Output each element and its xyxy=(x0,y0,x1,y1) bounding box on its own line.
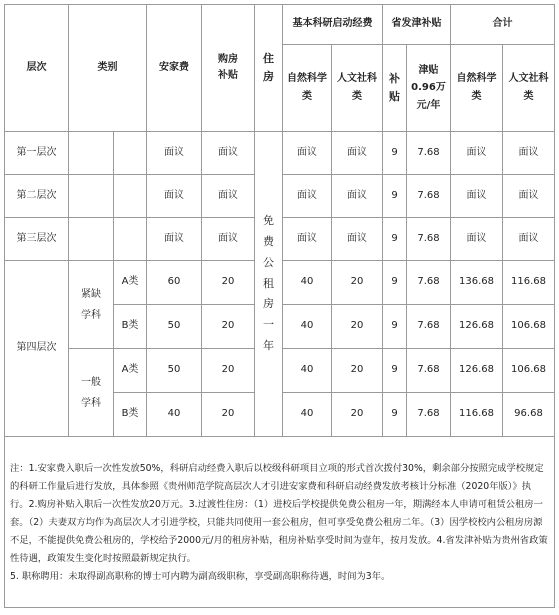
row-total-natural: 面议 xyxy=(451,132,503,175)
row-purchase: 20 xyxy=(202,261,255,305)
row-allowance: 7.68 xyxy=(407,132,451,175)
header-allowance: 津贴 0.96万元/年 xyxy=(407,45,451,132)
header-settle-fee: 安家费 xyxy=(147,5,202,132)
notes-block xyxy=(5,454,554,591)
row-settle: 50 xyxy=(147,349,202,393)
row-group: 紧缺学科 xyxy=(69,261,114,349)
row-total-humanities: 116.68 xyxy=(503,261,555,305)
row-sub: A类 xyxy=(114,349,147,393)
row-settle: 40 xyxy=(147,393,202,437)
row-group xyxy=(69,175,114,218)
row-startup-natural: 40 xyxy=(283,261,332,305)
table-row xyxy=(5,132,555,175)
row-sub xyxy=(114,218,147,261)
row-startup-humanities: 20 xyxy=(332,349,383,393)
row-settle: 面议 xyxy=(147,218,202,261)
header-category: 类别 xyxy=(69,5,147,132)
row-startup-humanities: 20 xyxy=(332,393,383,437)
header-housing: 住房 xyxy=(255,5,283,132)
notes-text: 注：1.安家费入职后一次性发放50%，科研启动经费入职后以校级科研项目立项的形式首次拨付30%，剩余部分按照完成学校规定的科研工作量后进行发放，具体参照《贵州师范学院高层次人才引进安家费和科研启动经费发放考核计分标准（2020年版）》执行。2.购房补贴入职后一次性发放20万元。3.过渡性住房：（1）进校后学校提供免费公租房一年，期满经本人申请可租赁公租房一套。（2）夫妻双方均作为高层次人才引进学校，只能共同使用一套公租房，但可享受免费公租房二年。（3）因学校校内公租房房源不足，不能提供免费公租房的，学校给予2000元/月的租房补贴，租房补贴享受时间为壹年，按月发放。4.省发津补贴为贵州省政策性待遇，政策发生变化时按照最新规定执行。 xyxy=(10,462,548,565)
row-subsidy: 9 xyxy=(383,349,407,393)
row-total-natural: 126.68 xyxy=(451,349,503,393)
row-sub: B类 xyxy=(114,305,147,349)
header-startup-humanities: 人文社科类 xyxy=(332,45,383,132)
notes-row xyxy=(5,437,555,608)
row-subsidy: 9 xyxy=(383,305,407,349)
row-startup-natural: 40 xyxy=(283,393,332,437)
row-subsidy: 9 xyxy=(383,393,407,437)
row-total-humanities: 106.68 xyxy=(503,305,555,349)
row-startup-natural: 面议 xyxy=(283,218,332,261)
header-total-humanities: 人文社科类 xyxy=(503,45,555,132)
row-total-natural: 136.68 xyxy=(451,261,503,305)
header-total-natural: 自然科学类 xyxy=(451,45,503,132)
row-startup-humanities: 面议 xyxy=(332,175,383,218)
row-allowance: 7.68 xyxy=(407,393,451,437)
header-level: 层次 xyxy=(5,5,69,132)
header-subsidy: 补贴 xyxy=(383,45,407,132)
row-subsidy: 9 xyxy=(383,175,407,218)
row-sub xyxy=(114,132,147,175)
row-purchase: 面议 xyxy=(202,218,255,261)
row-group xyxy=(69,132,114,175)
row-level: 第一层次 xyxy=(5,132,69,175)
row-startup-natural: 面议 xyxy=(283,175,332,218)
header-startup-natural: 自然科学类 xyxy=(283,45,332,132)
header-total: 合计 xyxy=(451,5,555,45)
header-research-startup: 基本科研启动经费 xyxy=(283,5,383,45)
row-startup-humanities: 20 xyxy=(332,261,383,305)
row-allowance: 7.68 xyxy=(407,261,451,305)
row-settle: 60 xyxy=(147,261,202,305)
row-startup-humanities: 面议 xyxy=(332,218,383,261)
row-purchase: 面议 xyxy=(202,132,255,175)
row-level: 第四层次 xyxy=(5,261,69,437)
housing-free-rental: 免费公租房一年 xyxy=(255,132,283,437)
row-group: 一般学科 xyxy=(69,349,114,437)
header-province-subsidy: 省发津补贴 xyxy=(383,5,451,45)
row-allowance: 7.68 xyxy=(407,305,451,349)
row-total-humanities: 106.68 xyxy=(503,349,555,393)
row-allowance: 7.68 xyxy=(407,349,451,393)
row-subsidy: 9 xyxy=(383,132,407,175)
row-purchase: 20 xyxy=(202,349,255,393)
row-startup-humanities: 面议 xyxy=(332,132,383,175)
row-level: 第三层次 xyxy=(5,218,69,261)
row-purchase: 20 xyxy=(202,393,255,437)
row-level: 第二层次 xyxy=(5,175,69,218)
row-allowance: 7.68 xyxy=(407,175,451,218)
row-purchase: 20 xyxy=(202,305,255,349)
row-subsidy: 9 xyxy=(383,261,407,305)
row-total-natural: 126.68 xyxy=(451,305,503,349)
talent-benefits-table xyxy=(4,4,555,608)
row-group xyxy=(69,218,114,261)
row-total-humanities: 面议 xyxy=(503,218,555,261)
notes-cell xyxy=(5,437,555,608)
row-sub xyxy=(114,175,147,218)
header-housing-subsidy: 购房补贴 xyxy=(202,5,255,132)
row-sub: B类 xyxy=(114,393,147,437)
row-startup-natural: 40 xyxy=(283,349,332,393)
row-total-natural: 面议 xyxy=(451,218,503,261)
row-total-natural: 面议 xyxy=(451,175,503,218)
row-purchase: 面议 xyxy=(202,175,255,218)
notes-item-5: 5. 职称聘用：未取得副高职称的博士可内聘为副高级职称，享受副高职称待遇，时间为3年。 xyxy=(10,571,391,583)
row-subsidy: 9 xyxy=(383,218,407,261)
row-startup-humanities: 20 xyxy=(332,305,383,349)
row-total-natural: 116.68 xyxy=(451,393,503,437)
row-settle: 50 xyxy=(147,305,202,349)
row-total-humanities: 面议 xyxy=(503,132,555,175)
row-startup-natural: 40 xyxy=(283,305,332,349)
row-total-humanities: 96.68 xyxy=(503,393,555,437)
row-sub: A类 xyxy=(114,261,147,305)
row-startup-natural: 面议 xyxy=(283,132,332,175)
row-settle: 面议 xyxy=(147,132,202,175)
row-allowance: 7.68 xyxy=(407,218,451,261)
row-total-humanities: 面议 xyxy=(503,175,555,218)
row-settle: 面议 xyxy=(147,175,202,218)
